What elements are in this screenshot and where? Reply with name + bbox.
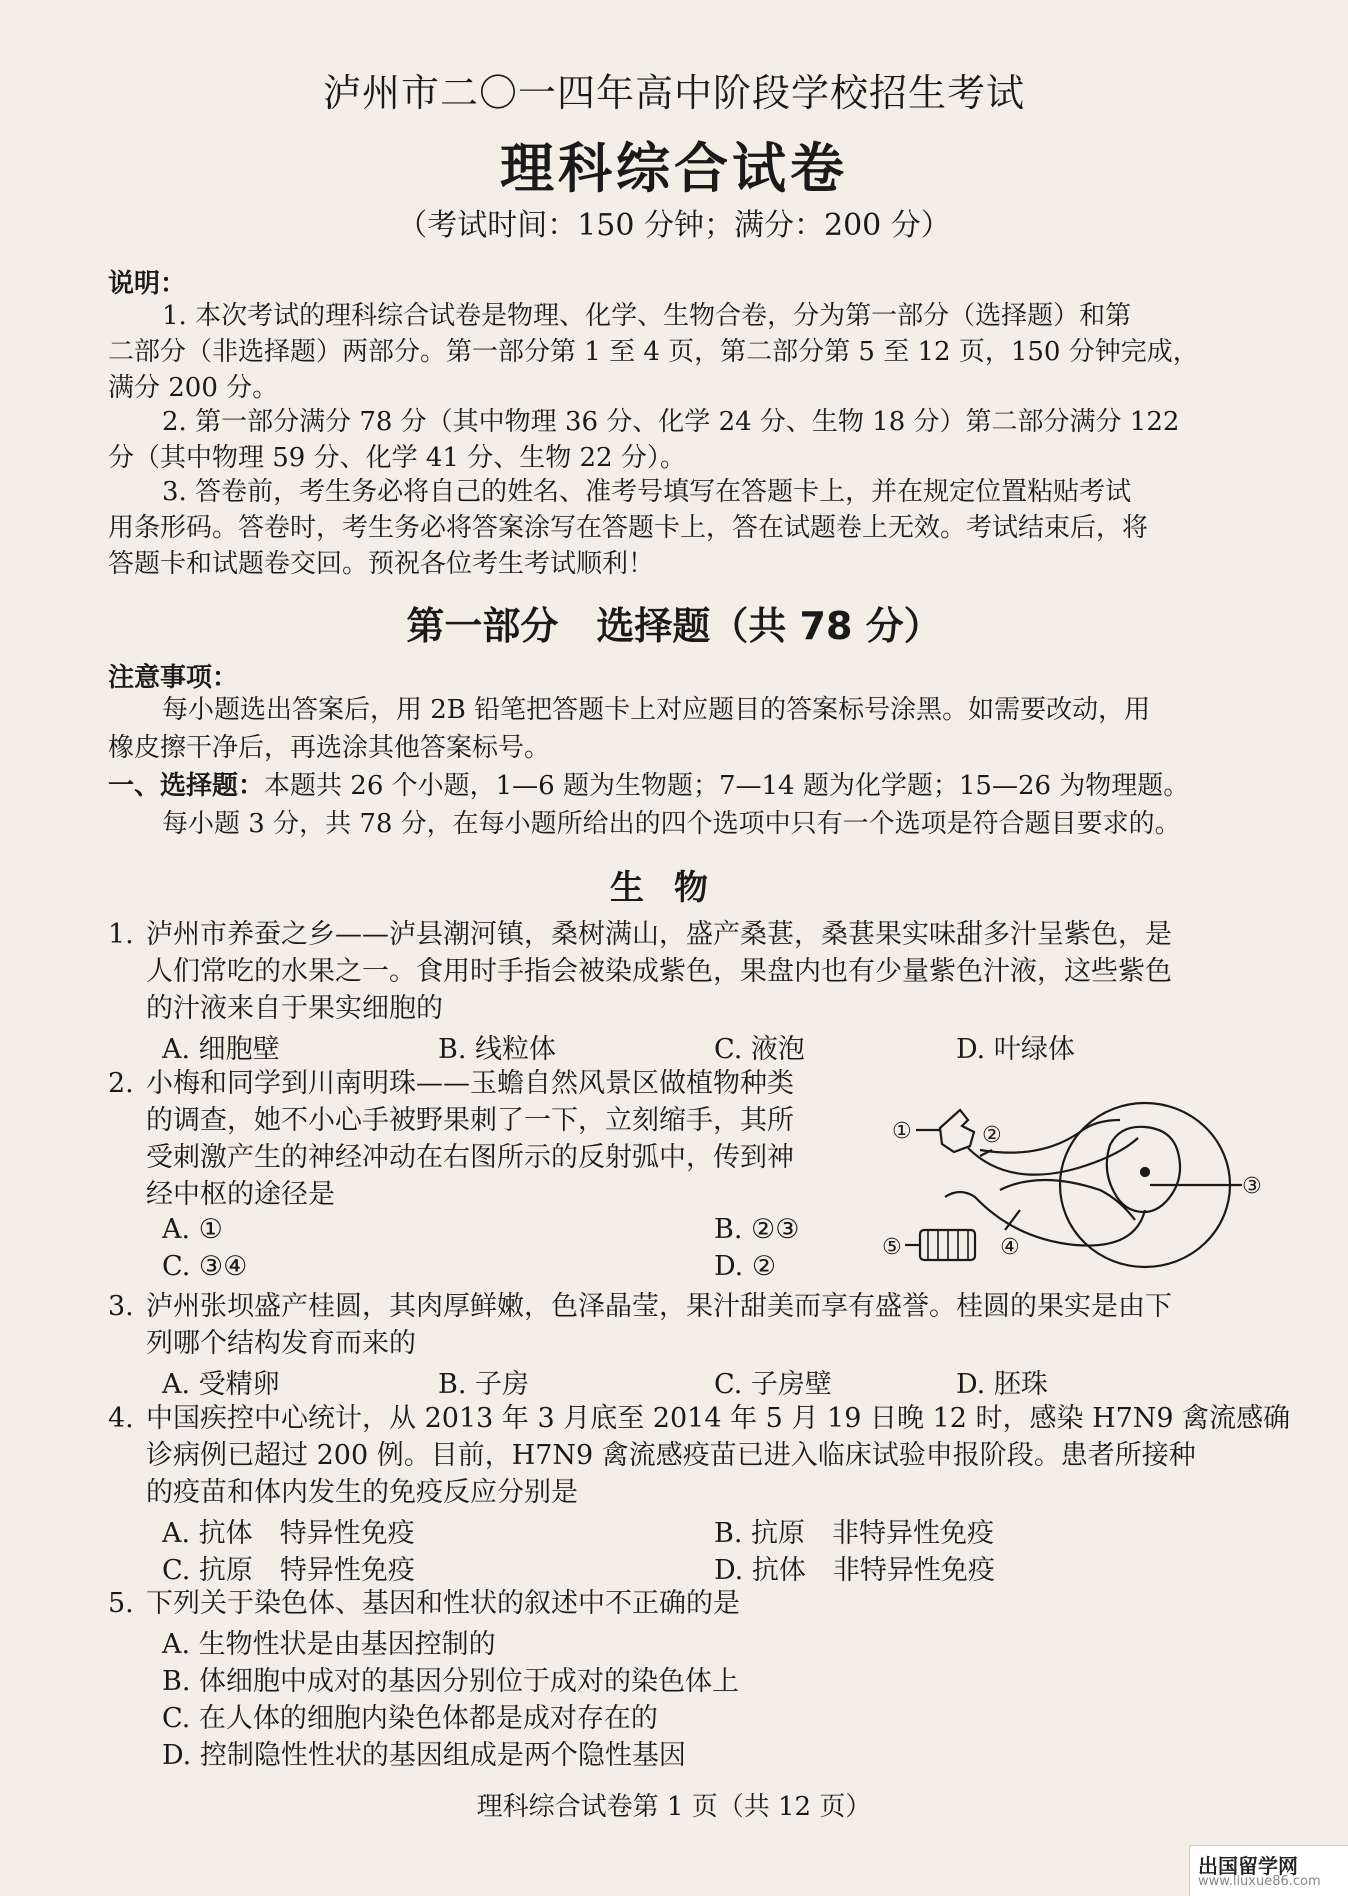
option-b: B. 线粒体 xyxy=(438,1034,557,1065)
question-line: 人们常吃的水果之一。食用时手指会被染成紫色，果盘内也有少量紫色汁液，这些紫色 xyxy=(146,956,1172,987)
section-label: 一、选择题： xyxy=(108,771,265,801)
option-a: A. 生物性状是由基因控制的 xyxy=(162,1629,496,1660)
notice-heading: 注意事项： xyxy=(108,663,239,693)
notice-line: 每小题选出答案后，用 2B 铅笔把答题卡上对应题目的答案标号涂黑。如需要改动，用 xyxy=(162,695,1151,725)
option-d: D. 控制隐性性状的基因组成是两个隐性基因 xyxy=(162,1740,686,1771)
figure-label-5: ⑤ xyxy=(882,1235,902,1260)
instruction-line: 3. 答卷前，考生务必将自己的姓名、准考号填写在答题卡上，并在规定位置粘贴考试 xyxy=(162,477,1132,507)
option-c: C. ③④ xyxy=(162,1251,248,1282)
option-b: B. 子房 xyxy=(438,1369,530,1400)
option-d: D. 叶绿体 xyxy=(956,1034,1075,1065)
watermark-url: www.liuxue86.com xyxy=(1198,1874,1321,1889)
exam-header-title: 泸州市二〇一四年高中阶段学校招生考试 xyxy=(322,71,1025,115)
instruction-line: 1. 本次考试的理科综合试卷是物理、化学、生物合卷，分为第一部分（选择题）和第 xyxy=(162,301,1132,331)
option-b: B. 体细胞中成对的基因分别位于成对的染色体上 xyxy=(162,1666,740,1697)
instruction-line: 二部分（非选择题）两部分。第一部分第 1 至 4 页，第二部分第 5 至 12 页，150 分钟完成， xyxy=(108,337,1199,367)
efferent-nerve-line xyxy=(1000,1180,1135,1220)
instructions-heading: 说明： xyxy=(108,269,187,299)
question-number: 4. xyxy=(108,1403,134,1434)
instruction-line: 答题卡和试题卷交回。预祝各位考生考试顺利！ xyxy=(108,549,655,579)
instruction-line: 2. 第一部分满分 78 分（其中物理 36 分、化学 24 分、生物 18 分）第二部分满分 122 xyxy=(162,407,1180,437)
figure-label-2: ② xyxy=(982,1123,1002,1148)
section-line: 每小题 3 分，共 78 分，在每小题所给出的四个选项中只有一个选项是符合题目要求的。 xyxy=(162,809,1181,839)
part1-heading: 第一部分 选择题（共 78 分） xyxy=(406,604,942,648)
option-b: B. 抗原 非特异性免疫 xyxy=(714,1518,995,1549)
site-watermark-logo xyxy=(1189,1845,1348,1896)
instruction-line: 满分 200 分。 xyxy=(108,373,279,403)
option-a: A. 受精卵 xyxy=(162,1369,280,1400)
option-a: A. ① xyxy=(162,1214,223,1245)
exam-paper-title: 理科综合试卷 xyxy=(500,136,848,200)
watermark-name: 出国留学网 xyxy=(1198,1854,1298,1878)
question-number: 2. xyxy=(108,1068,134,1099)
option-d: D. ② xyxy=(714,1251,777,1282)
subject-heading: 生物 xyxy=(610,868,738,908)
notice-line: 橡皮擦干净后，再选涂其他答案标号。 xyxy=(108,733,551,763)
question-number: 1. xyxy=(108,919,134,950)
question-number: 5. xyxy=(108,1588,134,1619)
question-line: 下列关于染色体、基因和性状的叙述中不正确的是 xyxy=(146,1588,740,1619)
question-line: 的调查，她不小心手被野果刺了一下，立刻缩手，其所 xyxy=(146,1105,794,1136)
option-c: C. 子房壁 xyxy=(714,1369,832,1400)
option-c: C. 液泡 xyxy=(714,1034,805,1065)
reflex-arc-diagram xyxy=(880,1090,1280,1280)
question-line: 诊病例已超过 200 例。目前，H7N9 禽流感疫苗已进入临床试验申报阶段。患者所接种 xyxy=(146,1440,1196,1471)
question-line: 经中枢的途径是 xyxy=(146,1179,335,1210)
option-b: B. ②③ xyxy=(714,1214,800,1245)
instruction-line: 分（其中物理 59 分、化学 41 分、生物 22 分）。 xyxy=(108,443,686,473)
instruction-line: 用条形码。答卷时，考生务必将答案涂写在答题卡上，答在试题卷上无效。考试结束后，将 xyxy=(108,513,1149,543)
section-intro xyxy=(108,768,1189,804)
figure-label-1: ① xyxy=(892,1119,912,1144)
page-footer: 理科综合试卷第 1 页（共 12 页） xyxy=(476,1792,872,1822)
section-line: 本题共 26 个小题，1—6 题为生物题；7—14 题为化学题；15—26 为物理题。 xyxy=(264,771,1190,801)
question-line: 小梅和同学到川南明珠——玉蟾自然风景区做植物种类 xyxy=(146,1068,794,1099)
central-canal xyxy=(1141,1168,1149,1176)
question-line: 中国疾控中心统计，从 2013 年 3 月底至 2014 年 5 月 19 日晚 12 时，感染 H7N9 禽流感确 xyxy=(146,1403,1291,1434)
question-line: 泸州市养蚕之乡——泸县潮河镇，桑树满山，盛产桑葚，桑葚果实味甜多汁呈紫色，是 xyxy=(146,919,1172,950)
option-c: C. 抗原 特异性免疫 xyxy=(162,1555,415,1586)
question-line: 的汁液来自于果实细胞的 xyxy=(146,993,443,1024)
option-d: D. 抗体 非特异性免疫 xyxy=(714,1555,995,1586)
receptor-skin xyxy=(940,1110,974,1152)
question-number: 3. xyxy=(108,1291,134,1322)
question-line: 泸州张坝盛产桂圆，其肉厚鲜嫩，色泽晶莹，果汁甜美而享有盛誉。桂圆的果实是由下 xyxy=(146,1291,1172,1322)
option-c: C. 在人体的细胞内染色体都是成对存在的 xyxy=(162,1703,658,1734)
question-line: 受刺激产生的神经冲动在右图所示的反射弧中，传到神 xyxy=(146,1142,794,1173)
question-line: 的疫苗和体内发生的免疫反应分别是 xyxy=(146,1477,578,1508)
figure-label-3: ③ xyxy=(1242,1174,1262,1199)
figure-label-4: ④ xyxy=(1000,1235,1020,1260)
question-line: 列哪个结构发育而来的 xyxy=(146,1328,416,1359)
option-a: A. 细胞壁 xyxy=(162,1034,280,1065)
option-a: A. 抗体 特异性免疫 xyxy=(162,1518,415,1549)
option-d: D. 胚珠 xyxy=(956,1369,1048,1400)
exam-time-note: （考试时间：150 分钟；满分：200 分） xyxy=(397,208,951,243)
